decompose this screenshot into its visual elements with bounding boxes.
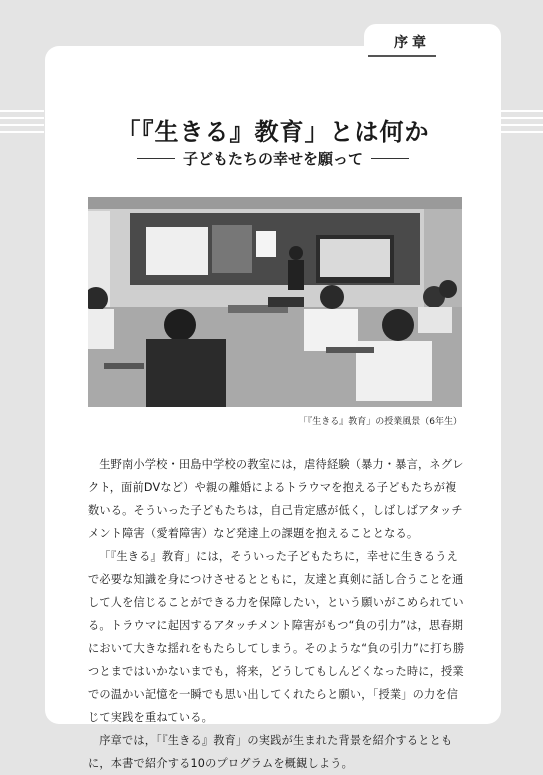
photo-caption: 「『生きる』教育」の授業風景（6年生） (298, 417, 462, 427)
classroom-photo (88, 197, 462, 407)
body-text (88, 453, 466, 775)
subtitle-dash-left (137, 158, 175, 159)
chapter-underline (368, 55, 436, 57)
subtitle-dash-right (371, 158, 409, 159)
chapter-label: 序章 (394, 35, 430, 51)
paragraph-1: 生野南小学校・田島中学校の教室には，虐待経験（暴力・暴言，ネグレクト，面前DVなど）や親の離婚によるトラウマを抱える子どもたちが複数いる。そういった子どもたちは，自己肯定感が低く，しばしばアタッチメント障害（愛着障害）など発達上の課題を抱えることとなる。 (88, 458, 464, 540)
right-decorative-stripes (499, 110, 543, 144)
subtitle-row (45, 148, 501, 169)
page-subtitle: 子どもたちの幸せを願って (182, 150, 363, 168)
paragraph-2: 「『生きる』教育」には，そういった子どもたちに，幸せに生きるうえで必要な知識を身につけさせるとともに，友達と真剣に話し合うことを通して人を信じることができる力を保障したい，という願いがこめられている。トラウマに起因するアタッチメント障害がもつ“負の引力”は，思春期において大きな揺れをもたらしてしまう。そのような“負の引力”に打ち勝つとまではいかないまでも，将来，どうしてもしんどくなった時に，授業での温かい記憶を一瞬でも思い出してくれたらと願い，「授業」の力を信じて実践を重ねている。 (88, 550, 465, 724)
paragraph-3: 序章では，「『生きる』教育」の実践が生まれた背景を紹介するとともに，本書で紹介する10のプログラムを概観しよう。 (88, 734, 453, 770)
page-title: 「『生きる』教育」とは何か (116, 118, 430, 146)
left-decorative-stripes (0, 110, 44, 144)
